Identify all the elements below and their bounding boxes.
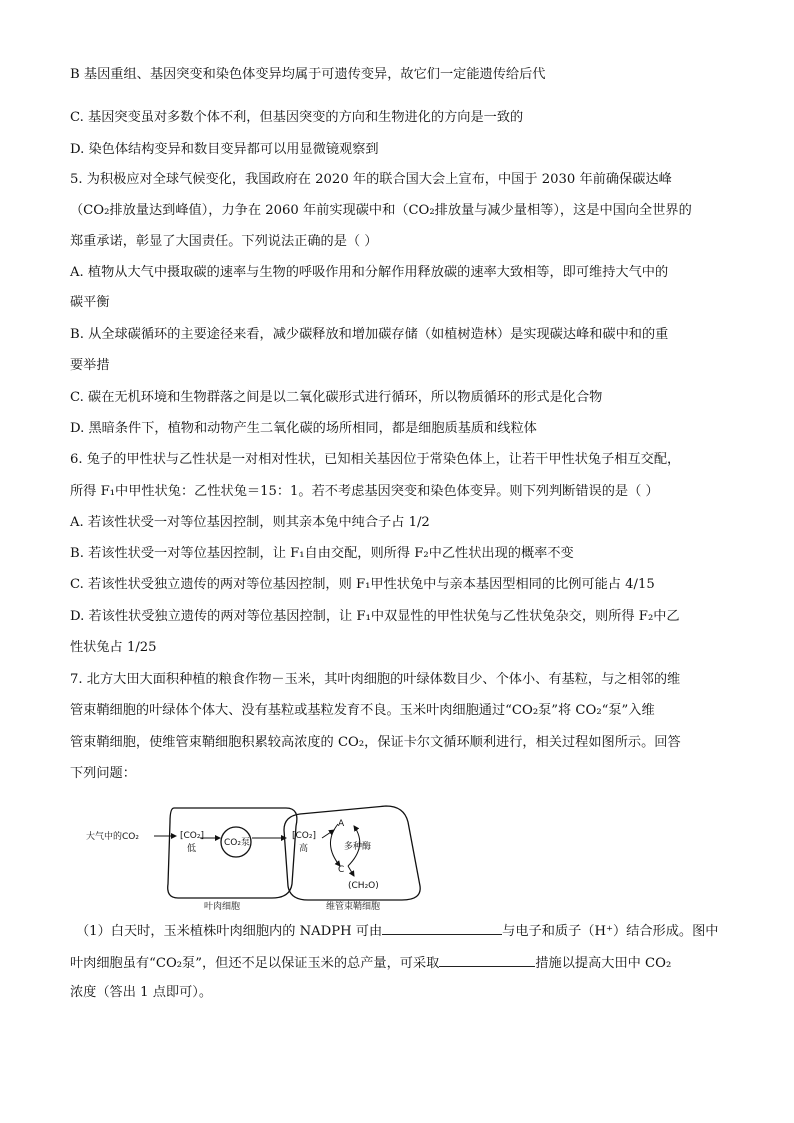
q6-option-d-2: 性状兔占 1/25 (70, 640, 157, 655)
question-7-stem-4: 下列问题： (70, 766, 136, 781)
ch2o-label: (CH₂O) (348, 881, 379, 891)
q7-sub1-line1 (76, 920, 736, 941)
co2-pump-label: CO₂泵 (224, 838, 250, 848)
q5-option-a: A. 植物从大气中摄取碳的速率与生物的呼吸作用和分解作用释放碳的速率大致相等，即可维持大气中的 (70, 265, 669, 280)
enzymes-label: 多种酶 (344, 842, 372, 852)
q6-option-c: C. 若该性状受独立遗传的两对等位基因控制，则 F₁甲性状兔中与亲本基因型相同的比例可能占 4/15 (70, 577, 655, 592)
co2-low-word: 低 (187, 844, 197, 854)
mesophyll-cell-label: 叶肉细胞 (204, 902, 241, 910)
co2-high-word: 高 (299, 844, 309, 854)
option-c-genetics: C. 基因突变虽对多数个体不利，但基因突变的方向和生物进化的方向是一致的 (70, 110, 524, 125)
q5-option-c: C. 碳在无机环境和生物群落之间是以二氧化碳形式进行循环，所以物质循环的形式是化合物 (70, 390, 603, 405)
q5-option-d: D. 黑暗条件下，植物和动物产生二氧化碳的场所相同，都是细胞质基质和线粒体 (70, 421, 537, 436)
q7-sub1-text-c: 叶肉细胞虽有“CO₂泵”，但还不足以保证玉米的总产量，可采取 (70, 956, 440, 971)
atmospheric-co2-label: 大气中的CO₂ (86, 832, 139, 842)
answer-blank-1[interactable] (382, 920, 502, 935)
question-5-stem-2: （CO₂排放量达到峰值），力争在 2060 年前实现碳中和（CO₂排放量与减少量相等），这是中国向全世界的 (70, 203, 692, 218)
co2-low-label: [CO₂] (180, 831, 204, 841)
question-7-stem-3: 管束鞘细胞，使维管束鞘细胞积累较高浓度的 CO₂，保证卡尔文循环顺利进行，相关过程如图所示。回答 (70, 735, 681, 750)
option-b-genetics: B 基因重组、基因突变和染色体变异均属于可遗传变异，故它们一定能遗传给后代 (70, 67, 546, 82)
q7-sub1-text-b: 与电子和质子（H⁺）结合形成。图中 (502, 924, 719, 939)
question-6-stem: 6. 兔子的甲性状与乙性状是一对相对性状，已知相关基因位于常染色体上，让若干甲性状兔子相互交配， (70, 452, 681, 467)
compound-c-label: C (338, 865, 345, 875)
q5-option-a-2: 碳平衡 (70, 295, 110, 310)
q6-option-a: A. 若该性状受一对等位基因控制，则其亲本兔中纯合子占 1/2 (70, 515, 430, 530)
question-6-stem-2: 所得 F₁中甲性状兔：乙性状兔＝15：1。若不考虑基因突变和染色体变异。则下列判断错误的是（ ） (70, 484, 659, 499)
bundle-sheath-cell-label: 维管束鞘细胞 (326, 902, 381, 910)
q7-sub1-text-d: 措施以提高大田中 CO₂ (535, 956, 672, 971)
question-5-stem: 5. 为积极应对全球气候变化，我国政府在 2020 年的联合国大会上宣布，中国于 2030 年前确保碳达峰 (70, 172, 672, 187)
question-5-stem-3: 郑重承诺，彰显了大国责任。下列说法正确的是（ ） (70, 234, 378, 249)
q7-sub1-text-a: （1）白天时，玉米植株叶肉细胞内的 NADPH 可由 (76, 924, 383, 939)
answer-blank-2[interactable] (439, 952, 535, 967)
q6-option-d: D. 若该性状受独立遗传的两对等位基因控制，让 F₁中双显性的甲性状兔与乙性状兔杂交，则所得 F₂中乙 (70, 609, 680, 624)
question-7-stem-2: 管束鞘细胞的叶绿体个体大、没有基粒或基粒发育不良。玉米叶肉细胞通过“CO₂泵”将 CO₂“泵”入维 (70, 703, 655, 718)
q7-sub1-line3: 浓度（答出 1 点即可）。 (70, 985, 213, 1000)
compound-a-label: A (338, 819, 345, 829)
co2-high-label: [CO₂] (292, 831, 316, 841)
q6-option-b: B. 若该性状受一对等位基因控制，让 F₁自由交配，则所得 F₂中乙性状出现的概率不变 (70, 546, 574, 561)
option-d-genetics: D. 染色体结构变异和数目变异都可以用显微镜观察到 (70, 142, 379, 157)
q5-option-b: B. 从全球碳循环的主要途径来看，减少碳释放和增加碳存储（如植树造林）是实现碳达峰和碳中和的重 (70, 327, 669, 342)
q5-option-b-2: 要举措 (70, 358, 110, 373)
q7-sub1-line2 (70, 952, 730, 973)
question-7-stem: 7. 北方大田大面积种植的粮食作物－玉米，其叶肉细胞的叶绿体数目少、个体小、有基粒，与之相邻的维 (70, 672, 681, 687)
c4-photosynthesis-diagram (86, 800, 422, 910)
